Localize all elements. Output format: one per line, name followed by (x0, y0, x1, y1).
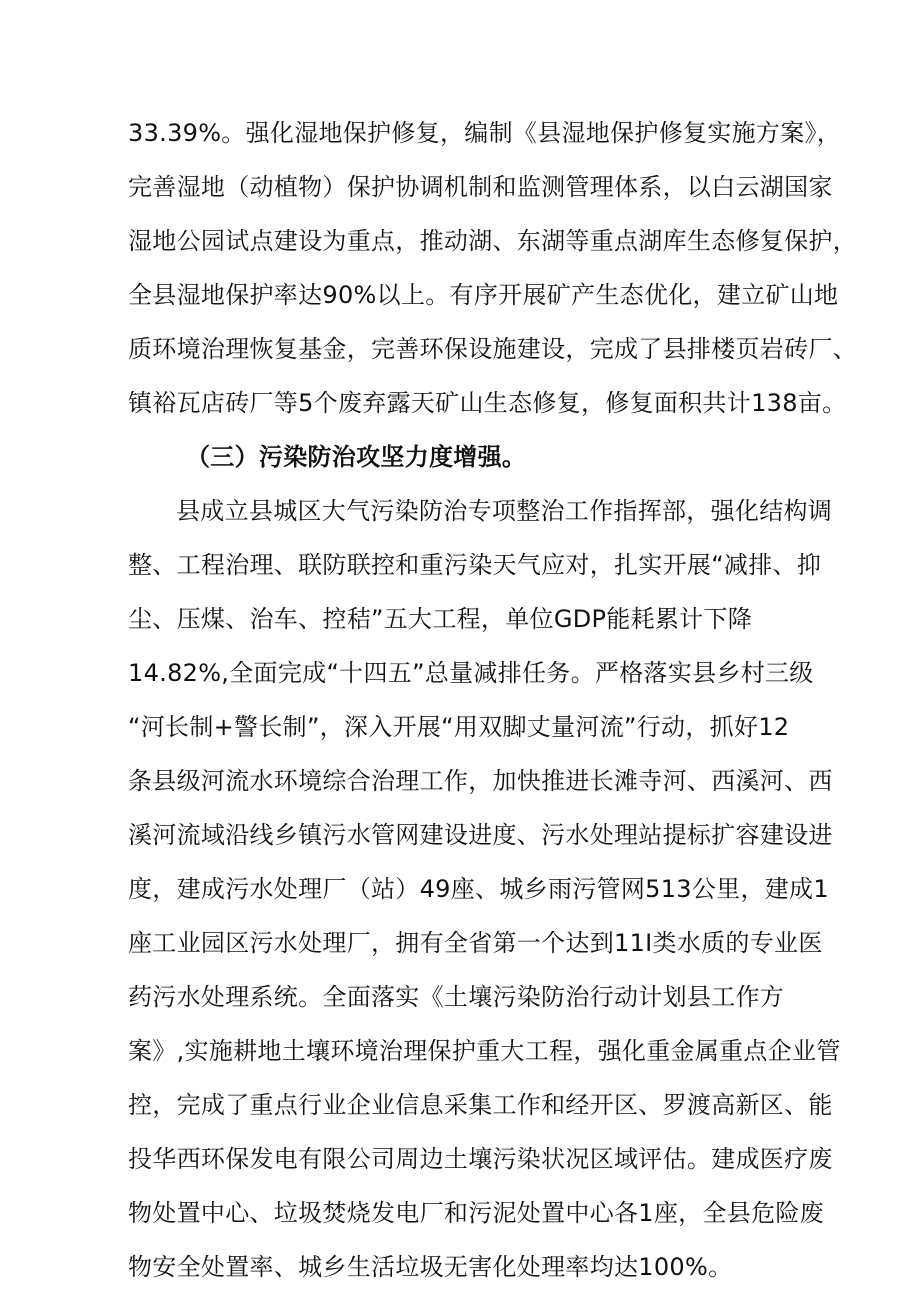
text-line: 药污水处理系统。全面落实《土壤污染防治行动计划县工作方 (128, 983, 785, 1011)
text-line: 溪河流域沿线乡镇污水管网建设进度、污水处理站提标扩容建设进 (128, 821, 833, 849)
text-line: 镇裕瓦店砖厂等5个废弃露天矿山生态修复，修复面积共计138亩。 (128, 389, 847, 417)
text-line: 物处置中心、垃圾焚烧发电厂和污泥处置中心各1座，全县危险废 (128, 1199, 824, 1227)
text-line: 度，建成污水处理厂（站）49座、城乡雨污管网513公里，建成1 (128, 875, 829, 903)
text-line: 条县级河流水环境综合治理工作，加快推进长滩寺河、西溪河、西 (128, 767, 833, 795)
text-line: 县成立县城区大气污染防治专项整治工作指挥部，强化结构调 (176, 497, 833, 525)
text-line: 33.39%。强化湿地保护修复，编制《县湿地保护修复实施方案》， (128, 119, 842, 147)
text-line: 案》,实施耕地土壤环境治理保护重大工程，强化重金属重点企业管 (128, 1037, 841, 1065)
text-line: 14.82%,全面完成“十四五”总量减排任务。严格落实县乡村三级 (128, 659, 814, 687)
text-line: 尘、压煤、治车、控秸”五大工程，单位GDP能耗累计下降 (128, 605, 753, 633)
text-line: 投华西环保发电有限公司周边土壤污染状况区域评估。建成医疗废 (128, 1145, 833, 1173)
text-line: 座工业园区污水处理厂，拥有全省第一个达到11I类水质的专业医 (128, 929, 823, 957)
text-line: 控，完成了重点行业企业信息采集工作和经开区、罗渡高新区、能 (128, 1091, 833, 1119)
text-line: 整、工程治理、联防联控和重污染天气应对，扎实开展“减排、抑 (128, 551, 822, 579)
text-line: 全县湿地保护率达90%以上。有序开展矿产生态优化，建立矿山地 (128, 281, 839, 309)
text-line: 完善湿地（动植物）保护协调机制和监测管理体系，以白云湖国家 (128, 173, 833, 201)
text-line: 物安全处置率、城乡生活垃圾无害化处理率均达100%。 (128, 1253, 733, 1281)
section-heading: （三）污染防治攻坚力度增强。 (186, 443, 527, 471)
text-line: 湿地公园试点建设为重点，推动湖、东湖等重点湖库生态修复保护， (128, 227, 857, 255)
text-line: 质环境治理恢复基金，完善环保设施建设，完成了县排楼页岩砖厂、 (128, 335, 857, 363)
text-line: “河长制+警长制”，深入开展“用双脚丈量河流”行动，抓好12 (128, 713, 790, 741)
